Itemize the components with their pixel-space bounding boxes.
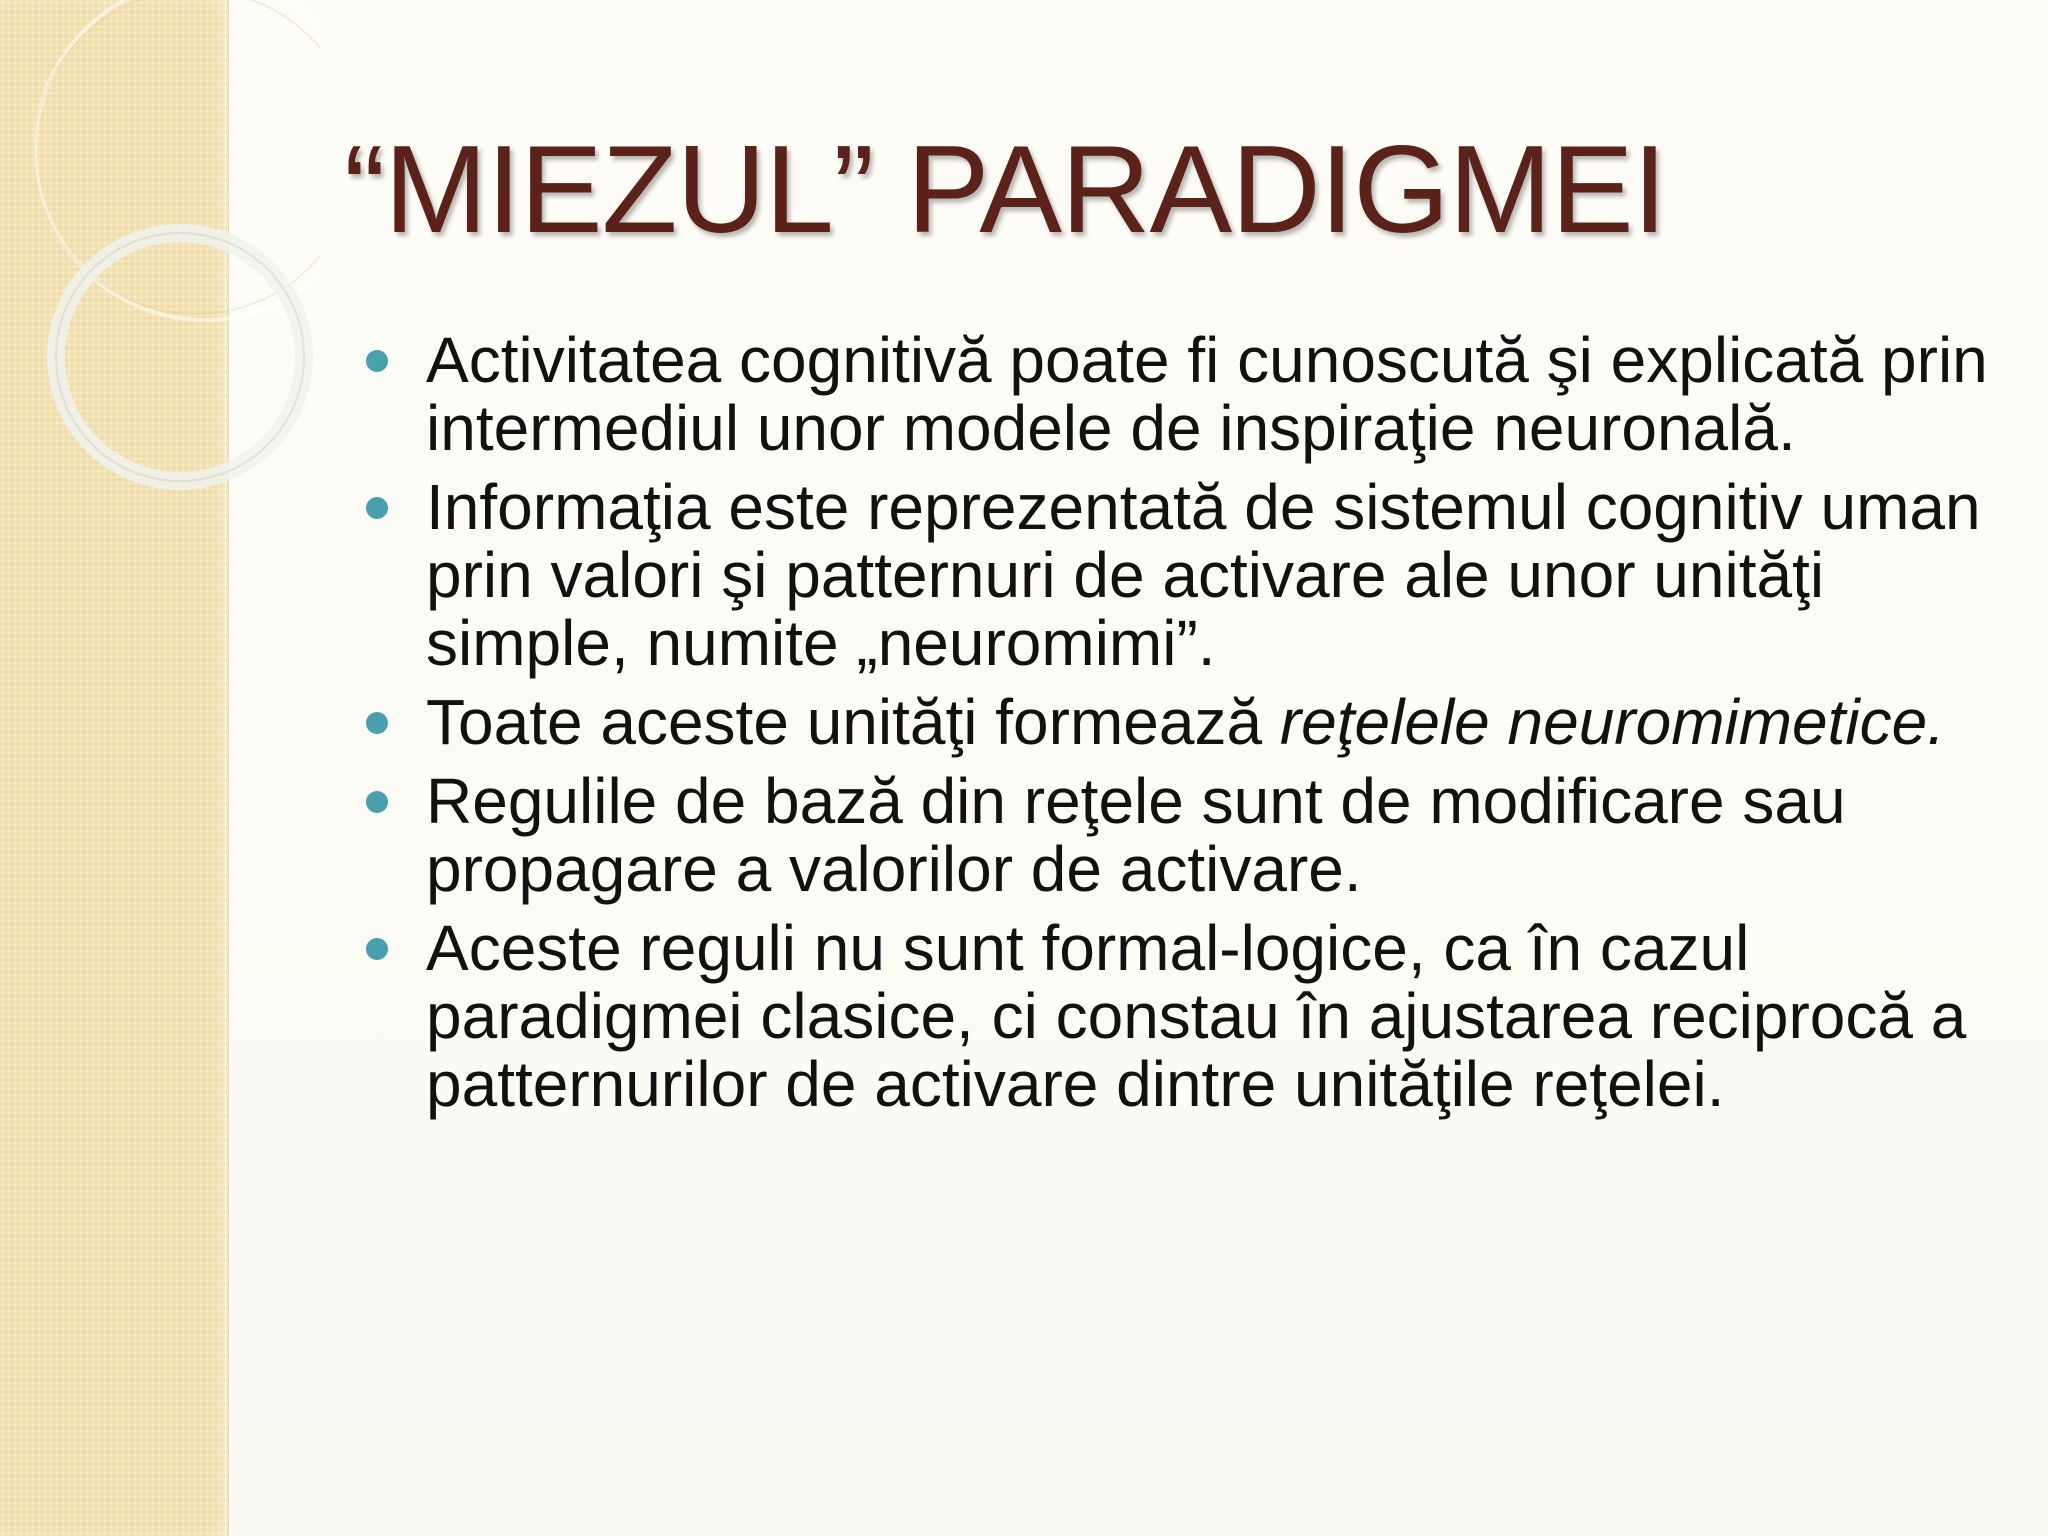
bullet-text: Aceste reguli nu sunt formal-logice, ca în cazul paradigmei clasice, ci constau în ajustarea reciprocă a patternurilor de activare dintre unităţile reţelei. [426,912,1967,1120]
bullet-list [364,326,2004,1129]
decorative-side-band [0,0,229,1536]
bullet-text: Informaţia este reprezentată de sistemul cognitiv uman prin valori şi patternuri de activare ale unor unităţi simple, numite „neuromimi”. [426,471,1981,679]
bullet-dot-icon [366,712,388,734]
bullet-item [364,914,2004,1118]
bullet-item [364,326,2004,462]
bullet-dot-icon [366,791,388,813]
bullet-text: Regulile de bază din reţele sunt de modificare sau propagare a valorilor de activare. [426,765,1846,905]
bullet-item [364,767,2004,903]
slide-title: “MIEZUL” PARADIGMEI [344,121,1667,259]
bullet-item [364,688,2004,756]
bullet-text: Toate aceste unităţi formează [426,686,1280,758]
bullet-emphasis: reţelele neuromimetice. [1279,686,1945,758]
bullet-dot-icon [366,497,388,519]
bullet-dot-icon [366,350,388,372]
bullet-text: Activitatea cognitivă poate fi cunoscută şi explicată prin intermediul unor modele de inspiraţie neuronală. [426,324,1988,464]
bullet-dot-icon [366,938,388,960]
bullet-item [364,473,2004,677]
